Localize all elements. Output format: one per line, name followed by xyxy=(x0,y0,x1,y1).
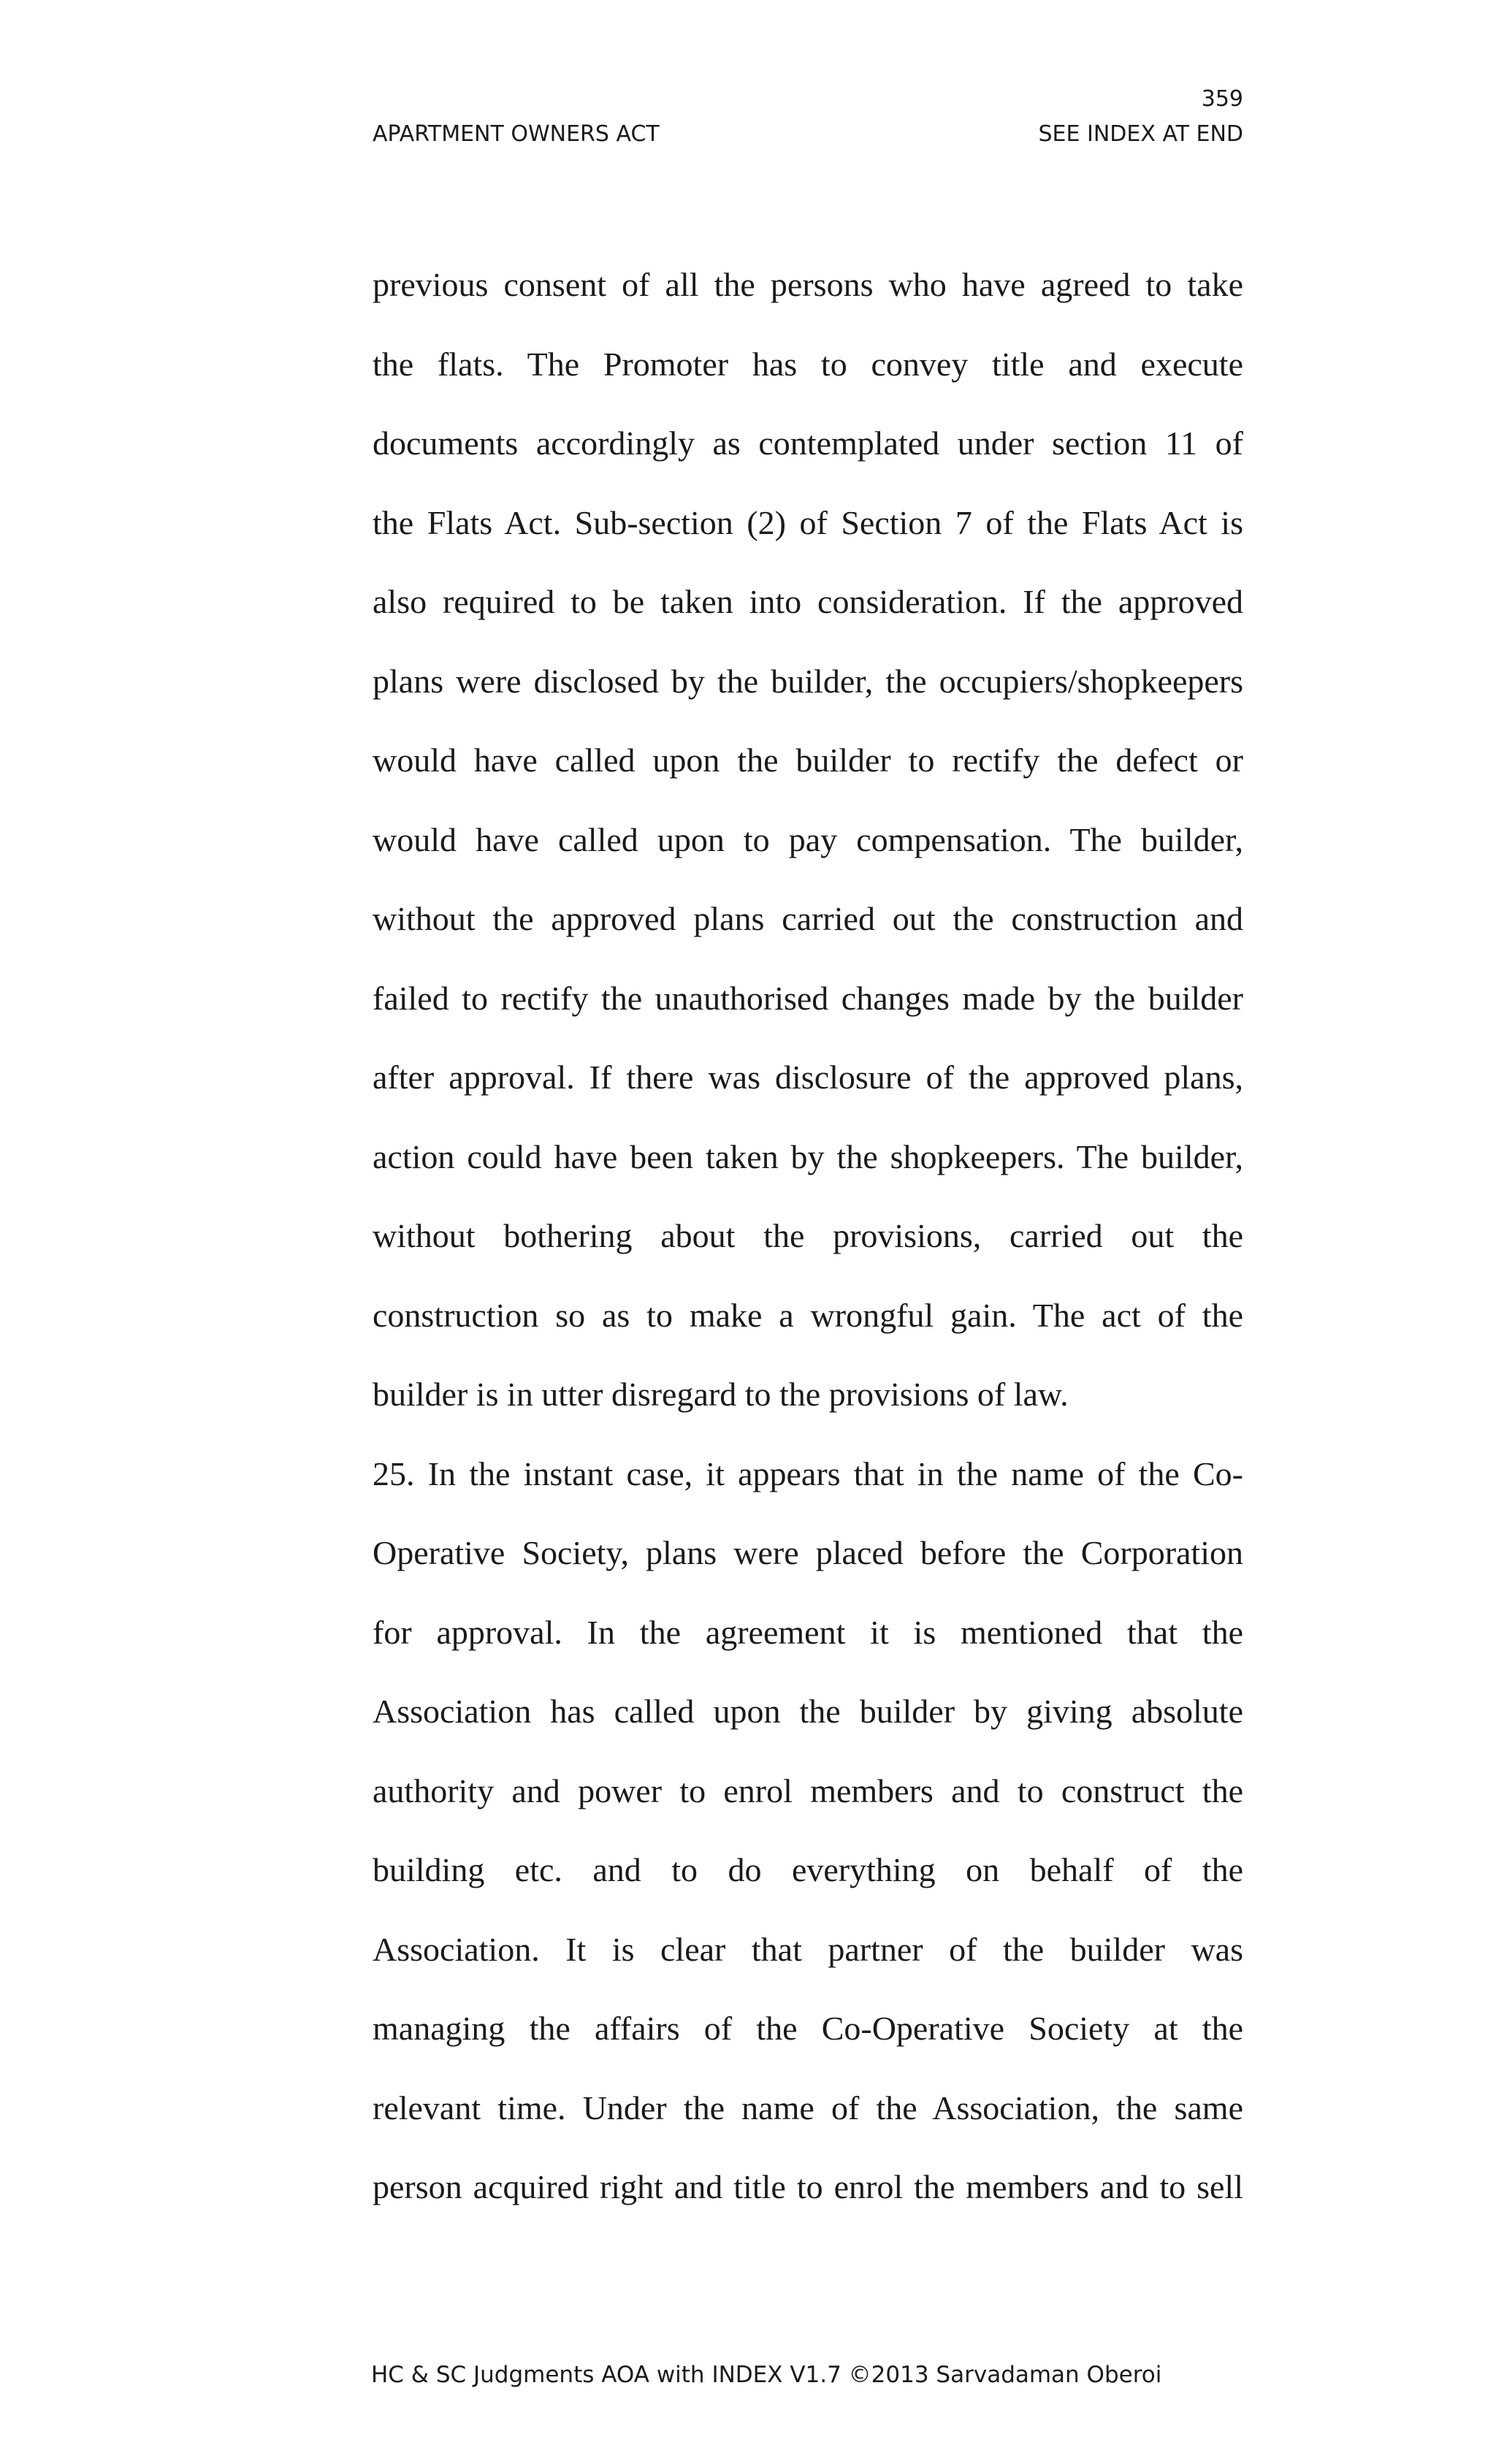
text-line: Operative Society, plans were placed before the Corporation xyxy=(373,1534,1243,1571)
text-line: action could have been taken by the shopkeepers. The builder, xyxy=(373,1137,1243,1175)
text-line: without bothering about the provisions, carried out the xyxy=(373,1217,1243,1254)
text-line: construction so as to make a wrongful gain. The act of the xyxy=(373,1296,1243,1334)
header-left-title: APARTMENT OWNERS ACT xyxy=(373,121,660,147)
page-footer: HC & SC Judgments AOA with INDEX V1.7 ©2013 Sarvadaman Oberoi xyxy=(371,2362,1162,2388)
text-line: authority and power to enrol members and to construct the xyxy=(373,1771,1243,1809)
document-body xyxy=(373,260,1243,2242)
text-line: Association has called upon the builder by giving absolute xyxy=(373,1693,1243,1730)
paragraph-end-line: builder is in utter disregard to the provisions of law. xyxy=(373,1376,1069,1413)
text-line: after approval. If there was disclosure of the approved plans, xyxy=(373,1059,1243,1096)
text-line: relevant time. Under the name of the Association, the same xyxy=(373,2089,1243,2127)
text-line: previous consent of all the persons who have agreed to take xyxy=(373,266,1243,303)
paragraph-25-start-line: 25. In the instant case, it appears that in the name of the Co- xyxy=(373,1454,1243,1492)
text-line: documents accordingly as contemplated under section 11 of xyxy=(373,424,1243,462)
text-line: building etc. and to do everything on behalf of the xyxy=(373,1851,1243,1888)
text-line: would have called upon the builder to rectify the defect or xyxy=(373,741,1243,779)
text-line: Association. It is clear that partner of the builder was xyxy=(373,1930,1243,1968)
text-line: also required to be taken into consideration. If the approved xyxy=(373,583,1243,620)
running-header xyxy=(373,121,1243,148)
text-line: managing the affairs of the Co-Operative Society at the xyxy=(373,2010,1243,2047)
text-line: the flats. The Promoter has to convey title and execute xyxy=(373,345,1243,383)
text-line: failed to rectify the unauthorised changes made by the builder xyxy=(373,979,1243,1017)
text-line: without the approved plans carried out the construction and xyxy=(373,900,1243,937)
text-line: for approval. In the agreement it is mentioned that the xyxy=(373,1613,1243,1651)
text-line: plans were disclosed by the builder, the occupiers/shopkeepers xyxy=(373,662,1243,700)
text-line: person acquired right and title to enrol the members and to sell xyxy=(373,2168,1243,2205)
text-line: the Flats Act. Sub-section (2) of Section 7 of the Flats Act is xyxy=(373,503,1243,541)
page-number: 359 xyxy=(1201,86,1243,112)
text-line: would have called upon to pay compensation. The builder, xyxy=(373,820,1243,858)
header-right-title: SEE INDEX AT END xyxy=(1038,121,1243,147)
